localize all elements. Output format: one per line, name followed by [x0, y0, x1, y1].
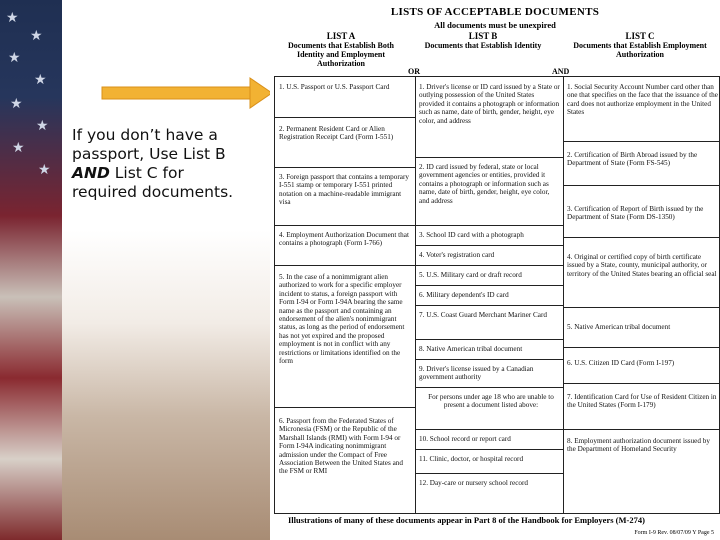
row-divider: [415, 157, 563, 158]
list-b-item: 3. School ID card with a photograph: [419, 231, 524, 239]
documents-table: [274, 76, 720, 514]
list-c-header: [570, 32, 710, 59]
callout-line: [72, 164, 262, 183]
list-c-item: 3. Certification of Report of Birth issued by the Department of State (Form DS-1350): [567, 205, 704, 222]
row-divider: [415, 339, 563, 340]
row-divider: [415, 449, 563, 450]
column-divider: [415, 77, 416, 513]
list-c-item: 2. Certification of Birth Abroad issued by the Department of State (Form FS-545): [567, 151, 698, 168]
document-title: LISTS OF ACCEPTABLE DOCUMENTS: [390, 6, 600, 18]
handbook-footer: Illustrations of many of these documents appear in Part 8 of the Handbook for Employers (M-274): [288, 515, 645, 525]
row-divider: [563, 307, 720, 308]
list-b-item: 5. U.S. Military card or draft record: [419, 271, 522, 279]
list-b-item: 11. Clinic, doctor, or hospital record: [419, 455, 524, 463]
star-icon: ★: [34, 72, 47, 88]
list-b-item: 4. Voter's registration card: [419, 251, 495, 259]
list-a-header: [276, 32, 406, 68]
list-a-item: 5. In the case of a nonimmigrant alien authorized to work for a specific employer incident to status, a foreign passport with Form I-94 or Form I-94A bearing the same name as the passport and containing an endorsement of the alien's nonimmigrant status, as long as the period of endorsement has not yet expired and the proposed employment is not in conflict with any restrictions or limitations identified on the form: [279, 273, 405, 366]
row-divider: [563, 237, 720, 238]
star-icon: ★: [10, 96, 23, 112]
row-divider: [415, 305, 563, 306]
under-18-note: For persons under age 18 who are unable to present a document listed above:: [428, 393, 554, 410]
and-label: AND: [552, 67, 570, 76]
list-b-item: 10. School record or report card: [419, 435, 511, 443]
list-b-item: 7. U.S. Coast Guard Merchant Mariner Card: [419, 311, 547, 319]
or-label: OR: [408, 67, 420, 76]
list-c-item: 7. Identification Card for Use of Resident Citizen in the United States (Form I-179): [567, 393, 717, 410]
list-c-item: 4. Original or certified copy of birth certificate issued by a State, county, municipal authority, or territory of the United States bearing an official seal: [567, 253, 717, 278]
list-a-description: Documents that Establish Both Identity and Employment Authorization: [287, 41, 394, 68]
row-divider: [415, 225, 563, 226]
document-subtitle: All documents must be unexpired: [434, 20, 556, 30]
callout-line: required documents.: [72, 183, 234, 201]
list-a-item: 1. U.S. Passport or U.S. Passport Card: [279, 83, 390, 91]
list-b-item: 12. Day-care or nursery school record: [419, 479, 528, 487]
callout-line: passport, Use List B: [72, 145, 226, 163]
callout-text: [72, 126, 262, 202]
list-b-item: 8. Native American tribal document: [419, 345, 523, 353]
callout-line-rest: List C for: [109, 164, 184, 182]
flag-background: [0, 0, 62, 540]
list-b-item: 9. Driver's license issued by a Canadian government authority: [419, 365, 534, 382]
row-divider: [415, 245, 563, 246]
column-divider: [563, 77, 564, 513]
list-b-heading: LIST B: [468, 31, 498, 41]
row-divider: [415, 387, 563, 388]
row-divider: [275, 225, 415, 226]
row-divider: [415, 429, 563, 430]
list-b-item: 2. ID card issued by federal, state or local government agencies or entities, provided it contains a photograph or information such as name, date of birth, gender, height, eye color, and address: [419, 163, 550, 205]
row-divider: [415, 285, 563, 286]
list-a-item: 6. Passport from the Federated States of Micronesia (FSM) or the Republic of the Marshall Islands (RMI) with Form I-94 or Form I-94A indicating nonimmigrant admission under the Compact of Free Association Between the United States and the FSM or RMI: [279, 417, 403, 476]
list-c-item: 5. Native American tribal document: [567, 323, 671, 331]
list-c-item: 1. Social Security Account Number card other than one that specifies on the face that the issuance of the card does not authorize employment in the United States: [567, 83, 718, 117]
list-c-item: 6. U.S. Citizen ID Card (Form I-197): [567, 359, 675, 367]
row-divider: [563, 429, 720, 430]
star-icon: ★: [30, 28, 43, 44]
list-b-item: 1. Driver's license or ID card issued by a State or outlying possession of the United States provided it contains a photograph or information such as name, date of birth, gender, height, eye color, and address: [419, 83, 560, 125]
row-divider: [415, 473, 563, 474]
star-icon: ★: [38, 162, 51, 178]
list-a-heading: LIST A: [326, 31, 356, 41]
row-divider: [275, 167, 415, 168]
star-icon: ★: [8, 50, 21, 66]
star-icon: ★: [6, 10, 19, 26]
wood-background: [62, 230, 270, 540]
row-divider: [563, 185, 720, 186]
arrow-icon: [62, 76, 274, 110]
row-divider: [275, 265, 415, 266]
list-c-heading: LIST C: [625, 31, 655, 41]
row-divider: [415, 359, 563, 360]
list-c-description: Documents that Establish Employment Authorization: [573, 41, 707, 59]
list-b-header: [418, 32, 548, 50]
form-reference: Form I-9 Rev. 08/07/09 Y Page 5: [634, 530, 714, 536]
list-c-item: 8. Employment authorization document issued by the Department of Homeland Security: [567, 437, 710, 454]
star-icon: ★: [36, 118, 49, 134]
callout-line: If you don’t have a: [72, 126, 218, 144]
row-divider: [275, 407, 415, 408]
row-divider: [415, 265, 563, 266]
acceptable-documents-form: [270, 0, 720, 540]
list-b-item: 6. Military dependent's ID card: [419, 291, 509, 299]
row-divider: [563, 141, 720, 142]
list-a-item: 2. Permanent Resident Card or Alien Registration Receipt Card (Form I-551): [279, 125, 394, 142]
row-divider: [563, 347, 720, 348]
callout-emphasis: AND: [72, 164, 110, 182]
row-divider: [275, 117, 415, 118]
row-divider: [563, 383, 720, 384]
star-icon: ★: [12, 140, 25, 156]
list-a-item: 4. Employment Authorization Document that contains a photograph (Form I-766): [279, 231, 409, 248]
list-b-description: Documents that Establish Identity: [424, 41, 542, 50]
list-a-item: 3. Foreign passport that contains a temporary I-551 stamp or temporary I-551 printed notation on a machine-readable immigrant visa: [279, 173, 409, 207]
